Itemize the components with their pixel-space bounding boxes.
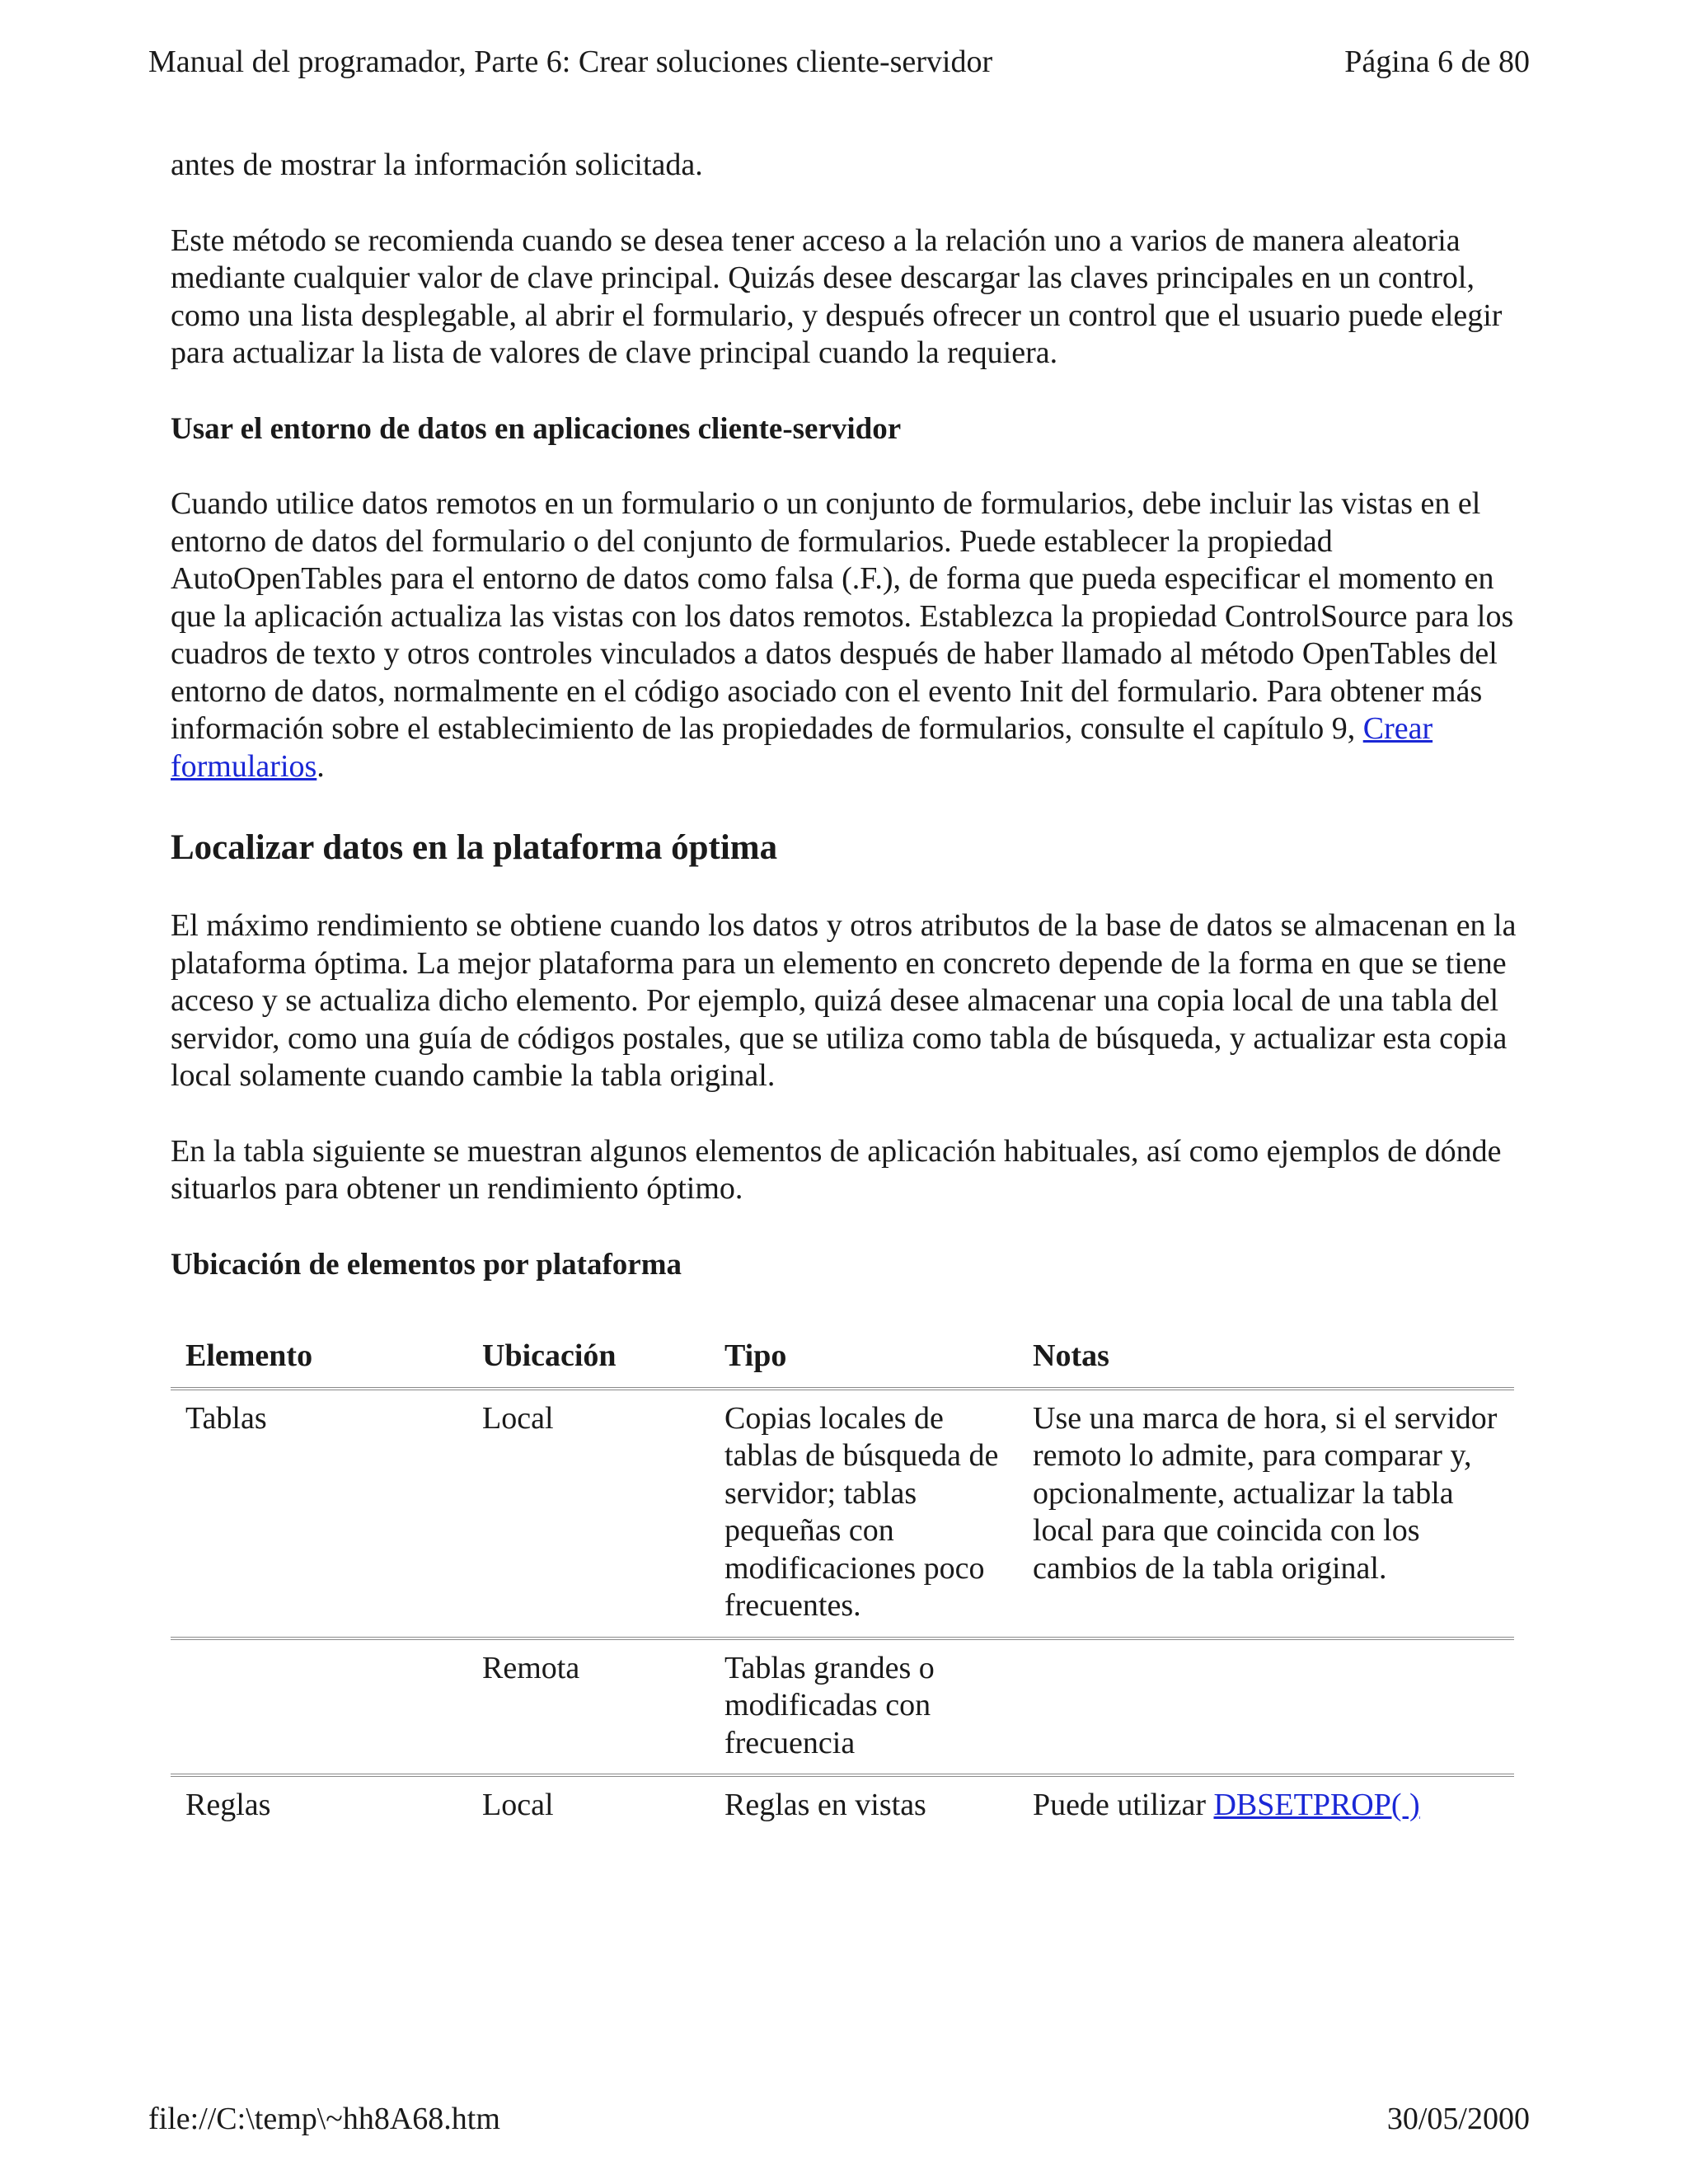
footer-date: 30/05/2000 — [1386, 2102, 1530, 2136]
cell-ubicacion: Local — [482, 1788, 554, 1822]
cell-notas: Use una marca de hora, si el servidor remoto lo admite, para comparar y, opcionalmente, actualizar la tabla local para que coincida con los cambios de la tabla original. — [1018, 1389, 1514, 1638]
link-crear-formularios[interactable]: Crear formularios — [171, 711, 1433, 784]
column-header-notas: Notas — [1018, 1338, 1514, 1389]
cell-tipo: Copias locales de tablas de búsqueda de servidor; tablas pequeñas con modificaciones poco frecuentes. — [710, 1389, 1018, 1638]
header-page-number: Página 6 de 80 — [1344, 45, 1530, 79]
cell-ubicacion: Local — [467, 1389, 710, 1638]
cell-ubicacion: Remota — [467, 1638, 710, 1776]
platform-table — [171, 1338, 1514, 1836]
column-header-elemento: Elemento — [171, 1338, 467, 1389]
section-heading: Localizar datos en la plataforma óptima — [171, 828, 778, 867]
subheading-data-environment: Usar el entorno de datos en aplicaciones cliente-servidor — [171, 411, 902, 446]
table-row — [171, 1775, 1514, 1836]
paragraph-data-environment-end: . — [316, 748, 325, 784]
paragraph-data-environment — [171, 485, 1522, 785]
paragraph-performance: El máximo rendimiento se obtiene cuando los datos y otros atributos de la base de datos se almacenan en la plataforma óptima. La mejor plataforma para un elemento en concreto depende de la forma en que se tiene acceso y se actualiza dicho elemento. Por ejemplo, quizá desee almacenar una copia local de una tabla del servidor, como una guía de códigos postales, que se utiliza como tabla de búsqueda, y actualizar esta copia local solamente cuando cambie la tabla original. — [171, 908, 1517, 1093]
cell-notas-text: Puede utilizar — [1033, 1788, 1214, 1822]
paragraph-intro: antes de mostrar la información solicitada. — [171, 148, 703, 182]
table-row — [171, 1389, 1514, 1638]
cell-elemento — [171, 1638, 467, 1776]
cell-tipo: Reglas en vistas — [724, 1788, 926, 1822]
paragraph-table-intro: En la tabla siguiente se muestran algunos elementos de aplicación habituales, así como ejemplos de dónde situarlos para obtener un rendimiento óptimo. — [171, 1133, 1502, 1206]
cell-notas — [1018, 1775, 1514, 1836]
column-header-ubicacion: Ubicación — [467, 1338, 710, 1389]
paragraph-method: Este método se recomienda cuando se desea tener acceso a la relación uno a varios de manera aleatoria mediante cualquier valor de clave principal. Quizás desee descargar las claves principales en un control, como una lista desplegable, al abrir el formulario, y después ofrecer un control que el usuario puede elegir para actualizar la lista de valores de clave principal cuando la requiera. — [171, 223, 1503, 370]
table-header-row — [171, 1338, 1514, 1389]
cell-elemento: Reglas — [185, 1788, 271, 1822]
cell-notas — [1018, 1638, 1514, 1776]
table-row — [171, 1638, 1514, 1776]
paragraph-data-environment-text: Cuando utilice datos remotos en un formulario o un conjunto de formularios, debe incluir las vistas en el entorno de datos del formulario o del conjunto de formularios. Puede establecer la propiedad AutoOpenTables para el entorno de datos como falsa (.F.), de forma que pueda especificar el momento en que la aplicación actualiza las vistas con los datos remotos. Establezca la propiedad ControlSource para los cuadros de texto y otros controles vinculados a datos después de haber llamado al método OpenTables del entorno de datos, normalmente en el código asociado con el evento Init del formulario. Para obtener más información sobre el establecimiento de las propiedades de formularios, consulte el capítulo 9, — [171, 486, 1514, 746]
column-header-tipo: Tipo — [710, 1338, 1018, 1389]
cell-elemento: Tablas — [171, 1389, 467, 1638]
cell-tipo: Tablas grandes o modificadas con frecuencia — [710, 1638, 1018, 1776]
link-dbsetprop[interactable]: DBSETPROP( ) — [1213, 1788, 1420, 1822]
header-title: Manual del programador, Parte 6: Crear soluciones cliente-servidor — [148, 45, 993, 79]
table-caption: Ubicación de elementos por plataforma — [171, 1247, 682, 1282]
document-content — [171, 147, 1522, 1836]
footer-file-path: file://C:\temp\~hh8A68.htm — [148, 2102, 500, 2136]
